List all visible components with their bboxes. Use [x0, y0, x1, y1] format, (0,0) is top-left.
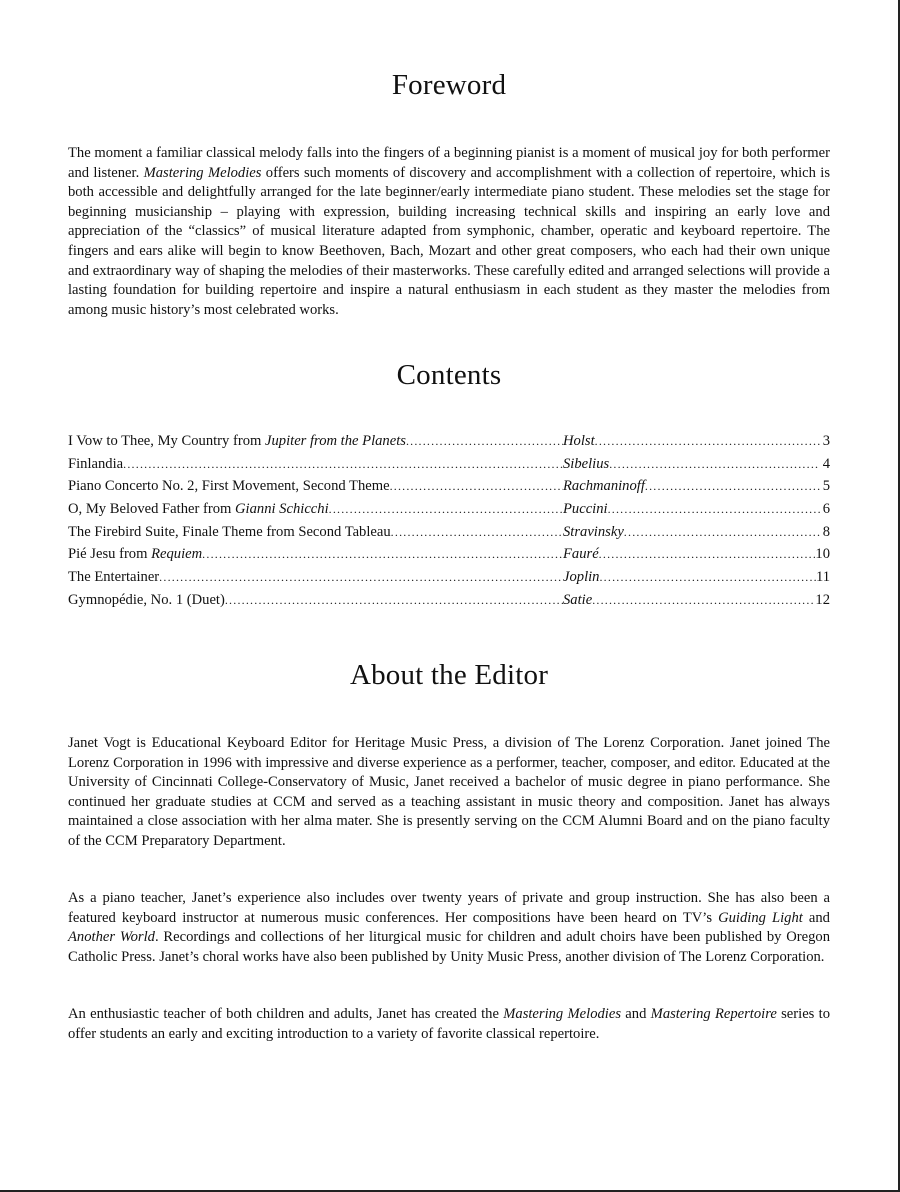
text-run: Pié Jesu from [68, 546, 152, 563]
toc-entry [68, 569, 830, 592]
text-run: series to offer students an early and exciting introduction to a variety of favorite classical repertoire. [68, 1006, 830, 1042]
toc-entry [68, 501, 830, 524]
toc-composer-column [563, 546, 830, 563]
toc-composer-column [563, 501, 830, 518]
toc-page-number: 10 [815, 546, 830, 563]
toc-composer: Stravinsky [563, 523, 624, 540]
dot-leader [624, 525, 820, 540]
dot-leader [599, 570, 815, 585]
about-editor-paragraph-2 [68, 889, 830, 967]
foreword-heading: Foreword [391, 69, 507, 101]
italic-text: Another World [68, 929, 155, 946]
toc-composer: Joplin [563, 569, 600, 586]
toc-piece-title [68, 478, 563, 495]
italic-text: Requiem [151, 546, 203, 563]
toc-piece-title-text [68, 546, 202, 563]
toc-composer: Sibelius [563, 455, 610, 472]
text-run: Piano Concerto No. 2, First Movement, Second Theme [68, 478, 390, 495]
italic-text: Jupiter from the Planets [265, 433, 406, 449]
toc-piece-title [68, 546, 563, 563]
toc-piece-title [68, 569, 563, 586]
dot-leader [390, 479, 563, 494]
toc-composer-column [563, 433, 830, 450]
italic-text: Mastering Repertoire [650, 1006, 777, 1022]
text-run: Finlandia [68, 455, 124, 472]
dot-leader [391, 525, 563, 540]
about-editor-heading: About the Editor [349, 659, 549, 691]
table-of-contents [68, 433, 830, 615]
text-run: O, My Beloved Father from [68, 501, 235, 518]
text-run: An enthusiastic teacher of both children and adults, Janet has created the [68, 1006, 504, 1022]
dot-leader [595, 434, 820, 449]
toc-page-number: 12 [815, 591, 830, 608]
toc-composer-column [563, 524, 830, 541]
toc-composer-column [563, 592, 830, 609]
italic-text: Mastering Melodies [143, 164, 262, 181]
toc-composer: Fauré [563, 546, 599, 563]
about-editor-paragraph-3 [68, 1005, 830, 1044]
text-run: The moment a familiar classical melody falls into the fingers of a beginning pianist is a moment of musical joy for both performer and listener. [68, 145, 830, 181]
text-run: Janet Vogt is Educational Keyboard Editor for Heritage Music Press, a division of The Lorenz Corporation. Janet joined The Lorenz Corporation in 1996 with impressive and diverse experience as a performer, teacher, composer, and editor. Educated at the University of Cincinnati College-Conservatory of Music, Janet received a bachelor of music degree in piano performance. She continued her graduate studies at CCM and served as a teaching assistant in music theory and composition. Janet has always maintained a close association with her alma mater. She is presently serving on the CCM Alumni Board and on the piano faculty of the CCM Preparatory Department. [68, 735, 830, 849]
toc-page-number: 4 [822, 455, 830, 472]
toc-composer-column [563, 456, 830, 473]
dot-leader [592, 593, 815, 608]
italic-text: Mastering Melodies [503, 1006, 622, 1022]
toc-piece-title-text [68, 501, 329, 518]
text-run: As a piano teacher, Janet’s experience also includes over twenty years of private and group instruction. She has also been a featured keyboard instructor at numerous music conferences. Her compositions have been heard on TV’s [68, 890, 830, 926]
toc-composer-column [563, 569, 830, 586]
toc-entry [68, 456, 830, 479]
toc-page-number: 6 [822, 501, 830, 518]
toc-entry [68, 524, 830, 547]
toc-page-number: 5 [822, 478, 830, 495]
toc-piece-title [68, 456, 563, 473]
toc-page-number: 3 [822, 433, 830, 449]
text-run: Gymnopédie, No. 1 (Duet) [68, 591, 225, 608]
toc-entry [68, 433, 830, 456]
toc-piece-title-text [68, 592, 225, 609]
foreword-paragraph [68, 144, 830, 320]
dot-leader [123, 457, 563, 472]
toc-entry [68, 546, 830, 569]
text-run: offers such moments of discovery and accomplishment with a collection of repertoire, which is both accessible and delightfully arranged for the late beginner/early intermediate piano student. These melodies set the stage for beginning musicianship – playing with expression, building increasing technical skills and inspiring an early love and appreciation of the “classics” of musical literature adapted from symphonic, chamber, operatic and keyboard repertoire. The fingers and ears alike will begin to know Beethoven, Bach, Mozart and other great composers, who each had their own unique and extraordinary way of shaping the melodies of their masterworks. These carefully edited and arranged selections will provide a lasting foundation for building repertoire and inspire a natural enthusiasm in each student as they master the melodies from among music history’s most celebrated works. [68, 164, 830, 318]
dot-leader [645, 479, 820, 494]
toc-piece-title-text [68, 456, 123, 473]
toc-piece-title-text [68, 478, 390, 495]
italic-text: Guiding Light [718, 909, 803, 926]
toc-piece-title-text [68, 569, 159, 586]
dot-leader [329, 502, 563, 517]
dot-leader [225, 593, 563, 608]
dot-leader [599, 547, 816, 562]
toc-piece-title [68, 501, 563, 518]
toc-entry [68, 478, 830, 501]
toc-composer: Puccini [563, 501, 608, 518]
contents-heading: Contents [396, 359, 502, 391]
toc-page-number: 11 [815, 569, 830, 586]
dot-leader [202, 547, 563, 562]
toc-piece-title [68, 592, 563, 609]
toc-composer: Satie [563, 591, 593, 608]
about-editor-paragraph-1 [68, 734, 830, 852]
text-run: The Entertainer [68, 569, 160, 586]
dot-leader [608, 502, 820, 517]
toc-piece-title-text [68, 433, 406, 450]
italic-text: Gianni Schicchi [235, 501, 329, 518]
dot-leader [609, 457, 820, 472]
text-run: The Firebird Suite, Finale Theme from Second Tableau [68, 523, 391, 540]
text-run: and [621, 1006, 651, 1022]
text-run: and [802, 909, 830, 926]
toc-piece-title-text [68, 524, 391, 541]
toc-composer: Rachmaninoff [563, 478, 645, 495]
dot-leader [159, 570, 563, 585]
text-run: . Recordings and collections of her liturgical music for children and adult choirs have been published by Oregon Catholic Press. Janet’s choral works have also been published by Unity Music Press, another division of The Lorenz Corporation. [68, 929, 830, 965]
toc-piece-title [68, 524, 563, 541]
toc-entry [68, 592, 830, 615]
toc-composer-column [563, 478, 830, 495]
toc-page-number: 8 [822, 523, 830, 540]
dot-leader [406, 434, 563, 449]
toc-piece-title [68, 433, 563, 450]
text-run: I Vow to Thee, My Country from [68, 433, 266, 449]
toc-composer: Holst [563, 433, 595, 449]
